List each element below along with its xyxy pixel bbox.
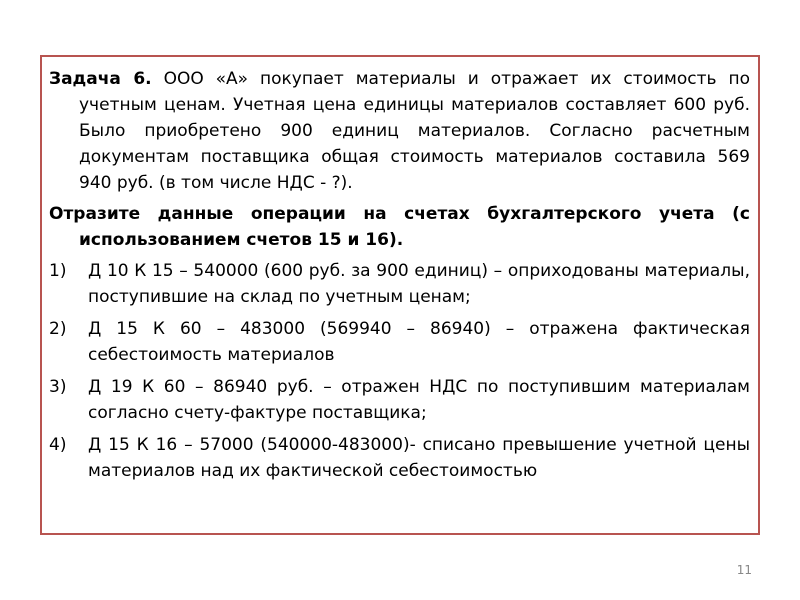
list-item [49,316,750,368]
list-item-text: Д 10 К 15 – 540000 (600 руб. за 900 единиц) – оприходованы материалы, поступившие на склад по учетным ценам; [88,261,750,307]
list-item [49,258,750,310]
task-title: Задача 6. [49,69,152,89]
task-statement [49,66,750,196]
entries-list [49,258,750,484]
list-item-number: 2) [49,319,67,339]
list-item-number: 4) [49,435,67,455]
list-item-text: Д 19 К 60 – 86940 руб. – отражен НДС по поступившим материалам согласно счету-фактуре поставщика; [88,377,750,423]
list-item-number: 1) [49,261,67,281]
page-number: 11 [736,563,752,577]
list-item-text: Д 15 К 60 – 483000 (569940 – 86940) – отражена фактическая себестоимость материалов [88,319,750,365]
list-item-text: Д 15 К 16 – 57000 (540000-483000)- списано превышение учетной цены материалов над их фактической себестоимостью [88,435,750,481]
list-item [49,432,750,484]
task-box [40,55,760,535]
list-item [49,374,750,426]
list-item-number: 3) [49,377,67,397]
task-body: ООО «А» покупает материалы и отражает их стоимость по учетным ценам. Учетная цена единицы материалов составляет 600 руб. Было приобретено 900 единиц материалов. Согласно расчетным документам поставщика общая стоимость материалов составила 569 940 руб. (в том числе НДС - ?). [79,69,750,193]
task-instruction: Отразите данные операции на счетах бухгалтерского учета (с использованием счетов 15 и 16). [49,204,750,250]
